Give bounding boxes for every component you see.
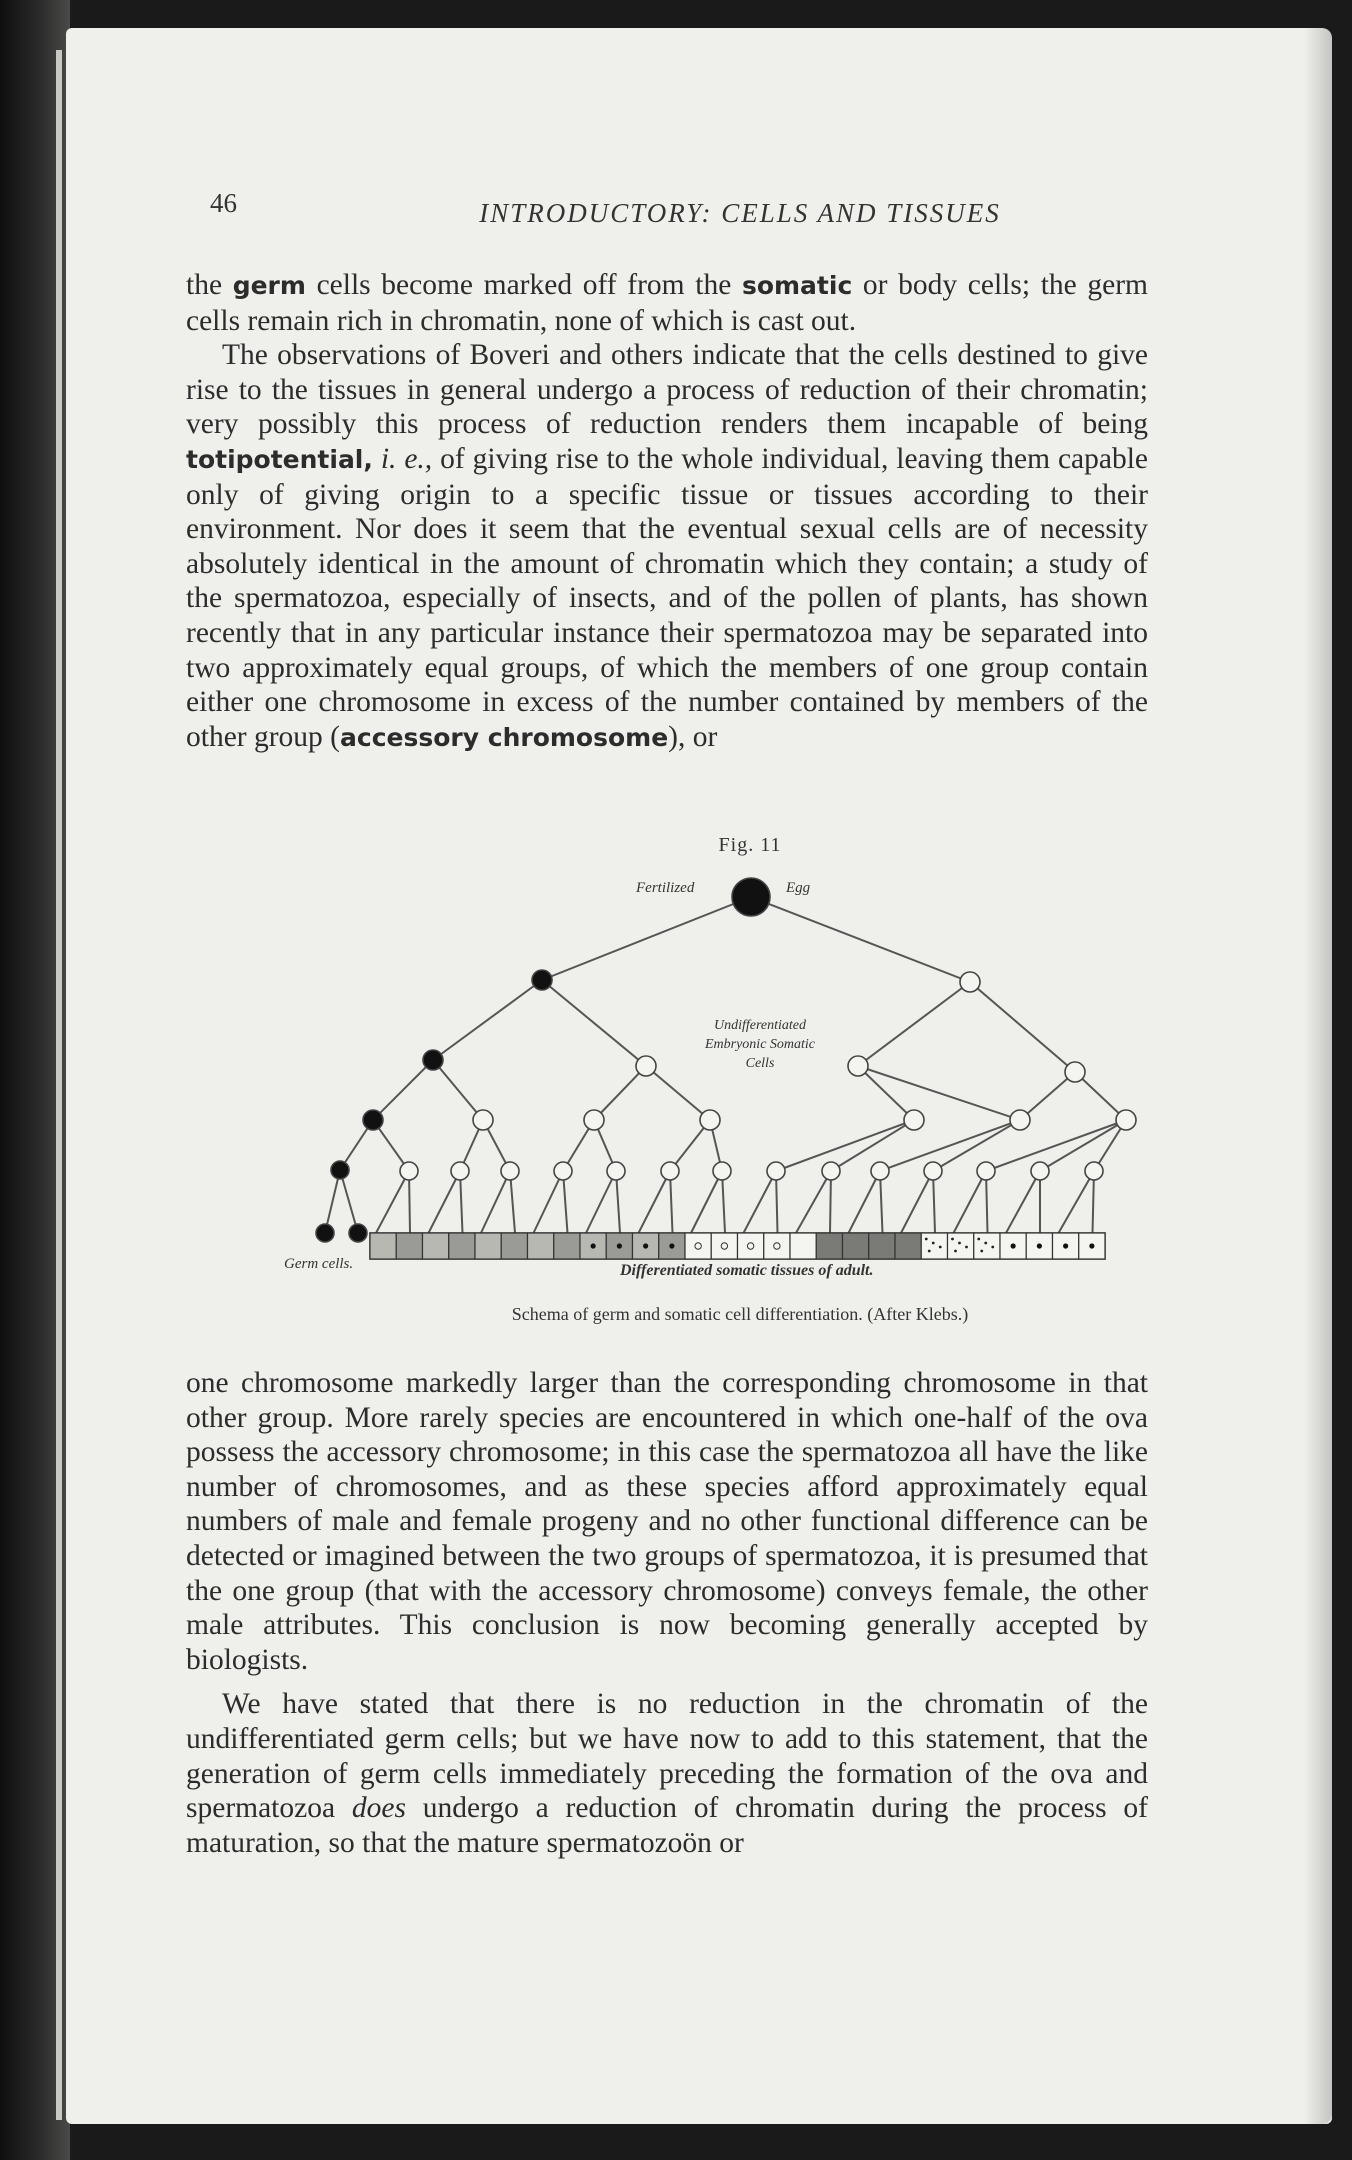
tissue-cell (554, 1233, 580, 1259)
somatic-cell-node (713, 1162, 731, 1180)
tissue-cell (974, 1233, 1000, 1259)
somatic-cell-node (924, 1162, 942, 1180)
somatic-cell-node (400, 1162, 418, 1180)
tissue-cell (921, 1233, 947, 1259)
somatic-cell-node (1085, 1162, 1103, 1180)
diagram-edge (1059, 1171, 1095, 1233)
somatic-cell-node (871, 1162, 889, 1180)
tissue-nucleus (1089, 1243, 1094, 1248)
page-edge-shadow (1304, 28, 1332, 2124)
egg-label: Egg (786, 880, 811, 896)
tissue-nucleus (1063, 1243, 1068, 1248)
tissue-nucleus (591, 1243, 596, 1248)
tissue-granule (984, 1242, 987, 1245)
diagram-edge (954, 1171, 987, 1233)
tissue-nucleus (1037, 1243, 1042, 1248)
diagram-edge (586, 1171, 616, 1233)
somatic-cell-node (960, 972, 980, 992)
diagram-edge (340, 1170, 358, 1233)
tissue-cell (895, 1233, 921, 1259)
tissue-cell (528, 1233, 554, 1259)
diagram-edge (376, 1171, 409, 1233)
diagram-edge (858, 982, 970, 1066)
diagram-edge (970, 982, 1075, 1072)
text-block-top (186, 268, 1148, 755)
diagram-edge (534, 1171, 564, 1233)
somatic-cell-node (977, 1162, 995, 1180)
tissue-cell (396, 1233, 422, 1259)
tissue-cell (869, 1233, 895, 1259)
tissue-granule (954, 1250, 957, 1253)
tissue-granule (958, 1242, 961, 1245)
undifferentiated-label: Undifferentiated Embryonic Somatic Cells (704, 1018, 816, 1071)
tissue-cell (423, 1233, 449, 1259)
tissue-cell (685, 1233, 711, 1259)
somatic-cell-node (661, 1162, 679, 1180)
diagram-edge (744, 1171, 777, 1233)
somatic-cell-node (1010, 1110, 1030, 1130)
tissue-granule (925, 1238, 928, 1241)
somatic-cell-node (584, 1110, 604, 1130)
somatic-cell-node (1031, 1162, 1049, 1180)
differentiated-label: Differentiated somatic tissues of adult. (620, 1262, 874, 1279)
text-block-bottom (186, 1366, 1148, 1860)
tissue-granule (991, 1246, 994, 1249)
diagram-edge (542, 897, 751, 980)
diagram-edge (858, 1066, 1020, 1120)
germ-cell-node (349, 1224, 367, 1242)
germ-cells-label: Germ cells. (284, 1256, 354, 1272)
diagram-edge (646, 1066, 710, 1120)
tissue-nucleus (617, 1243, 622, 1248)
paragraph-3: one chromosome markedly larger than the corresponding chromosome in that other group. More rarely species are encountered in which one-half of the ova possess the accessory chromosome; in this case the spermatozoa all have the like number of chromosomes, and as these species afford approximately equal numbers of male and female progeny and no other functional difference can be detected or imagined between the two groups of spermatozoa, it is presumed that the one group (that with the accessory chromosome) conveys female, the other male attributes. This conclusion is now becoming generally accepted by biologists. (186, 1367, 1148, 1676)
tissue-cell (790, 1233, 816, 1259)
diagram-edge (849, 1171, 881, 1233)
tissue-nucleus (1011, 1243, 1016, 1248)
figure-caption: Schema of germ and somatic cell differentiation. (After Klebs.) (511, 1304, 969, 1324)
tissue-cell (370, 1233, 396, 1259)
tissue-cell (501, 1233, 527, 1259)
tissue-granule (980, 1250, 983, 1253)
somatic-cell-node (904, 1110, 924, 1130)
diagram-edge (691, 1171, 722, 1233)
somatic-cell-node (1065, 1062, 1085, 1082)
diagram-edge (901, 1171, 933, 1233)
germ-cell-node (732, 878, 770, 916)
tissue-granule (928, 1250, 931, 1253)
tissue-cell (948, 1233, 974, 1259)
germ-cell-node (363, 1110, 383, 1130)
page-number: 46 (210, 188, 237, 218)
tissue-granule (965, 1246, 968, 1249)
diagram-edge (429, 1171, 461, 1233)
diagram-edge (858, 1066, 914, 1120)
somatic-cell-node (501, 1162, 519, 1180)
tissue-cell (816, 1233, 842, 1259)
somatic-cell-node (822, 1162, 840, 1180)
paragraph-2: The observations of Boveri and others indicate that the cells destined to give rise to the tissues in general undergo a process of reduction of their chromatin; very possibly this process of reduction renders them incapable of being totipotential, i. e., of giving rise to the whole individual, leaving them capable only of giving origin to a specific tissue or tissues according to their environment. Nor does it seem that the eventual sexual cells are of necessity absolutely identical in the amount of chromatin which they contain; a study of the spermatozoa, especially of insects, and of the pollen of plants, has shown recently that in any particular instance their spermatozoa may be separated into two approximately equal groups, of which the members of one group contain either one chromosome in excess of the number contained by members of the other group (accessory chromosome), or (186, 339, 1149, 753)
fertilized-label: Fertilized (636, 880, 695, 896)
diagram-edge (1020, 1072, 1075, 1120)
diagram-edge (373, 1060, 433, 1120)
diagram-edge (639, 1171, 671, 1233)
tissue-granule (939, 1246, 942, 1249)
tissue-granule (951, 1238, 954, 1241)
somatic-cell-node (473, 1110, 493, 1130)
tissue-cell (475, 1233, 501, 1259)
figure-label: Fig. 11 (718, 834, 782, 856)
diagram-edge (481, 1171, 510, 1233)
germ-cell-node (532, 970, 552, 990)
running-head: INTRODUCTORY: CELLS AND TISSUES (479, 198, 1001, 228)
diagram-edge (433, 1060, 483, 1120)
somatic-cell-node (700, 1110, 720, 1130)
somatic-cell-node (1116, 1110, 1136, 1130)
somatic-cell-node (767, 1162, 785, 1180)
tissue-cell (843, 1233, 869, 1259)
diagram-edge (1006, 1171, 1040, 1233)
somatic-cell-node (554, 1162, 572, 1180)
tissue-granule (932, 1242, 935, 1245)
germ-cell-node (423, 1050, 443, 1070)
paragraph-1: the germ cells become marked off from the somatic or body cells; the germ cells remain rich in chromatin, none of which is cast out. (186, 269, 1148, 337)
tissue-nucleus (669, 1243, 674, 1248)
tissue-strip (370, 1233, 1105, 1259)
diagram-edge (751, 897, 970, 982)
paragraph-4: We have stated that there is no reduction in the chromatin of the undifferentiated germ cells; but we have now to add to this statement, that the generation of germ cells immediately preceding the formation of the ova and spermatozoa does undergo a reduction of chromatin during the process of maturation, so that the mature spermatozoön or (186, 1688, 1148, 1859)
diagram-edge (542, 980, 646, 1066)
tissue-cell (449, 1233, 475, 1259)
diagram-edge (433, 980, 542, 1060)
diagram-edge (1040, 1120, 1126, 1171)
germ-cell-node (331, 1161, 349, 1179)
tissue-cell (764, 1233, 790, 1259)
somatic-cell-node (451, 1162, 469, 1180)
tissue-nucleus (643, 1243, 648, 1248)
germ-cell-node (316, 1224, 334, 1242)
tissue-cell (711, 1233, 737, 1259)
somatic-cell-node (636, 1056, 656, 1076)
diagram-edge (796, 1171, 831, 1233)
diagram-edge (594, 1066, 646, 1120)
tissue-granule (977, 1238, 980, 1241)
page-stack-edge (56, 50, 62, 2120)
tissue-cell (738, 1233, 764, 1259)
somatic-cell-node (607, 1162, 625, 1180)
